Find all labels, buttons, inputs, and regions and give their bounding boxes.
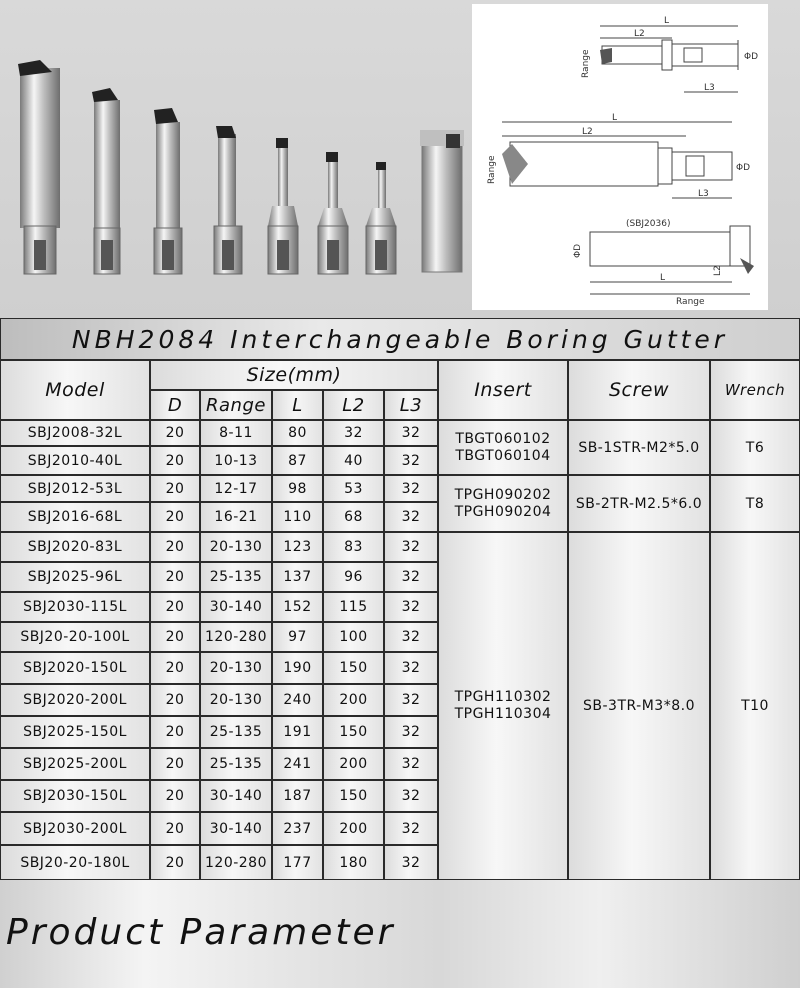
row-range: 12-17 xyxy=(200,475,272,502)
row-l2: 68 xyxy=(323,502,384,532)
row-d: 20 xyxy=(150,845,200,880)
screw-spec: SB-2TR-M2.5*6.0 xyxy=(568,475,710,532)
header-screw: Screw xyxy=(568,360,710,420)
row-model: SBJ2030-115L xyxy=(0,592,150,622)
row-l3: 32 xyxy=(384,475,438,502)
row-l2: 200 xyxy=(323,748,384,780)
boring-bar-4 xyxy=(214,126,242,274)
row-l: 152 xyxy=(272,592,323,622)
row-model: SBJ20-20-180L xyxy=(0,845,150,880)
row-model: SBJ2020-83L xyxy=(0,532,150,562)
row-range: 30-140 xyxy=(200,780,272,812)
header-insert: Insert xyxy=(438,360,568,420)
row-l: 123 xyxy=(272,532,323,562)
row-d: 20 xyxy=(150,716,200,748)
row-model: SBJ2030-200L xyxy=(0,812,150,845)
row-range: 10-13 xyxy=(200,446,272,475)
diagram-label-l: L xyxy=(664,16,670,26)
row-d: 20 xyxy=(150,502,200,532)
insert-code: TPGH090202 xyxy=(454,486,552,503)
row-l3: 32 xyxy=(384,562,438,592)
row-l: 240 xyxy=(272,684,323,716)
wrench-size: T8 xyxy=(710,475,800,532)
table-title: NBH2084 Interchangeable Boring Gutter xyxy=(0,318,800,360)
row-l: 187 xyxy=(272,780,323,812)
diagram-label-l3: L3 xyxy=(704,83,715,93)
diagram-label-phi-d-2: ΦD xyxy=(736,163,751,173)
row-l2: 150 xyxy=(323,652,384,684)
row-l: 237 xyxy=(272,812,323,845)
row-l3: 32 xyxy=(384,502,438,532)
row-l3: 32 xyxy=(384,592,438,622)
row-l3: 32 xyxy=(384,652,438,684)
row-range: 30-140 xyxy=(200,812,272,845)
row-l: 80 xyxy=(272,420,323,446)
boring-bar-5 xyxy=(268,138,298,274)
row-l2: 150 xyxy=(323,716,384,748)
row-l2: 96 xyxy=(323,562,384,592)
row-l: 177 xyxy=(272,845,323,880)
wrench-size: T6 xyxy=(710,420,800,475)
diagram-label-range-2: Range xyxy=(487,155,497,184)
row-l3: 32 xyxy=(384,780,438,812)
row-l: 97 xyxy=(272,622,323,652)
row-model: SBJ2025-96L xyxy=(0,562,150,592)
boring-bar-2 xyxy=(92,88,120,274)
diagram-label-range: Range xyxy=(581,49,591,78)
row-range: 16-21 xyxy=(200,502,272,532)
row-l2: 115 xyxy=(323,592,384,622)
row-l: 190 xyxy=(272,652,323,684)
boring-bar-7 xyxy=(366,162,396,274)
boring-bar-6 xyxy=(318,152,348,274)
row-l2: 40 xyxy=(323,446,384,475)
row-range: 25-135 xyxy=(200,748,272,780)
row-model: SBJ2020-200L xyxy=(0,684,150,716)
diagram-label-l2-3: L2 xyxy=(713,265,723,276)
row-d: 20 xyxy=(150,592,200,622)
row-model: SBJ2012-53L xyxy=(0,475,150,502)
row-model: SBJ2025-200L xyxy=(0,748,150,780)
row-l: 191 xyxy=(272,716,323,748)
row-l: 110 xyxy=(272,502,323,532)
diagram-label-l3-2: L3 xyxy=(698,189,709,199)
row-l3: 32 xyxy=(384,812,438,845)
row-l3: 32 xyxy=(384,716,438,748)
row-l2: 100 xyxy=(323,622,384,652)
boring-bar-8 xyxy=(420,130,464,272)
insert-group xyxy=(438,475,568,532)
row-l3: 32 xyxy=(384,622,438,652)
diagram-label-l2: L2 xyxy=(634,29,645,39)
insert-group xyxy=(438,420,568,475)
header-d: D xyxy=(150,390,200,420)
row-range: 120-280 xyxy=(200,622,272,652)
row-model: SBJ20-20-100L xyxy=(0,622,150,652)
diagram-label-l-2: L xyxy=(612,113,618,123)
row-l3: 32 xyxy=(384,684,438,716)
row-d: 20 xyxy=(150,475,200,502)
row-d: 20 xyxy=(150,812,200,845)
header-size: Size(mm) xyxy=(150,360,438,390)
diagram-label-phi-d-3: ΦD xyxy=(573,243,583,258)
row-d: 20 xyxy=(150,622,200,652)
product-photo xyxy=(0,30,470,290)
row-d: 20 xyxy=(150,420,200,446)
header-wrench: Wrench xyxy=(710,360,800,420)
row-l2: 150 xyxy=(323,780,384,812)
header-l: L xyxy=(272,390,323,420)
product-image-area xyxy=(0,0,800,318)
row-d: 20 xyxy=(150,446,200,475)
row-l: 241 xyxy=(272,748,323,780)
row-d: 20 xyxy=(150,532,200,562)
diagram-label-sbj2036: (SBJ2036) xyxy=(626,219,671,229)
footer-title: Product Parameter xyxy=(6,912,396,953)
row-model: SBJ2020-150L xyxy=(0,652,150,684)
row-l: 87 xyxy=(272,446,323,475)
row-l2: 53 xyxy=(323,475,384,502)
diagram-label-phi-d: ΦD xyxy=(744,52,759,62)
insert-code: TPGH110302 xyxy=(454,689,552,705)
row-model: SBJ2030-150L xyxy=(0,780,150,812)
row-l2: 200 xyxy=(323,684,384,716)
insert-code: TBGT060104 xyxy=(455,447,551,464)
row-l3: 32 xyxy=(384,420,438,446)
header-range: Range xyxy=(200,390,272,420)
row-model: SBJ2010-40L xyxy=(0,446,150,475)
row-l2: 180 xyxy=(323,845,384,880)
wrench-size: T10 xyxy=(710,532,800,880)
row-range: 120-280 xyxy=(200,845,272,880)
row-l2: 83 xyxy=(323,532,384,562)
diagram-label-l2-2: L2 xyxy=(582,127,593,137)
row-range: 20-130 xyxy=(200,684,272,716)
diagram-label-l-3: L xyxy=(660,273,666,283)
header-model: Model xyxy=(0,360,150,420)
header-l3: L3 xyxy=(384,390,438,420)
row-l2: 32 xyxy=(323,420,384,446)
row-d: 20 xyxy=(150,684,200,716)
row-model: SBJ2016-68L xyxy=(0,502,150,532)
insert-group xyxy=(438,532,568,880)
row-range: 25-135 xyxy=(200,562,272,592)
row-model: SBJ2008-32L xyxy=(0,420,150,446)
row-range: 20-130 xyxy=(200,532,272,562)
header-l2: L2 xyxy=(323,390,384,420)
insert-code: TPGH110304 xyxy=(454,706,552,722)
diagram-label-range-3: Range xyxy=(676,297,705,307)
row-l3: 32 xyxy=(384,845,438,880)
screw-spec: SB-3TR-M3*8.0 xyxy=(568,532,710,880)
insert-code: TPGH090204 xyxy=(454,503,552,520)
row-l: 98 xyxy=(272,475,323,502)
row-range: 25-135 xyxy=(200,716,272,748)
row-d: 20 xyxy=(150,652,200,684)
row-d: 20 xyxy=(150,780,200,812)
row-model: SBJ2025-150L xyxy=(0,716,150,748)
row-l3: 32 xyxy=(384,446,438,475)
row-d: 20 xyxy=(150,562,200,592)
row-range: 20-130 xyxy=(200,652,272,684)
row-l3: 32 xyxy=(384,532,438,562)
row-l: 137 xyxy=(272,562,323,592)
row-range: 8-11 xyxy=(200,420,272,446)
dimension-diagram xyxy=(472,4,768,310)
insert-code: TBGT060102 xyxy=(455,430,551,447)
screw-spec: SB-1STR-M2*5.0 xyxy=(568,420,710,475)
row-l3: 32 xyxy=(384,748,438,780)
boring-bar-3 xyxy=(154,108,182,274)
row-range: 30-140 xyxy=(200,592,272,622)
row-l2: 200 xyxy=(323,812,384,845)
parameter-table xyxy=(0,318,800,896)
boring-bar-1 xyxy=(18,60,60,274)
row-d: 20 xyxy=(150,748,200,780)
